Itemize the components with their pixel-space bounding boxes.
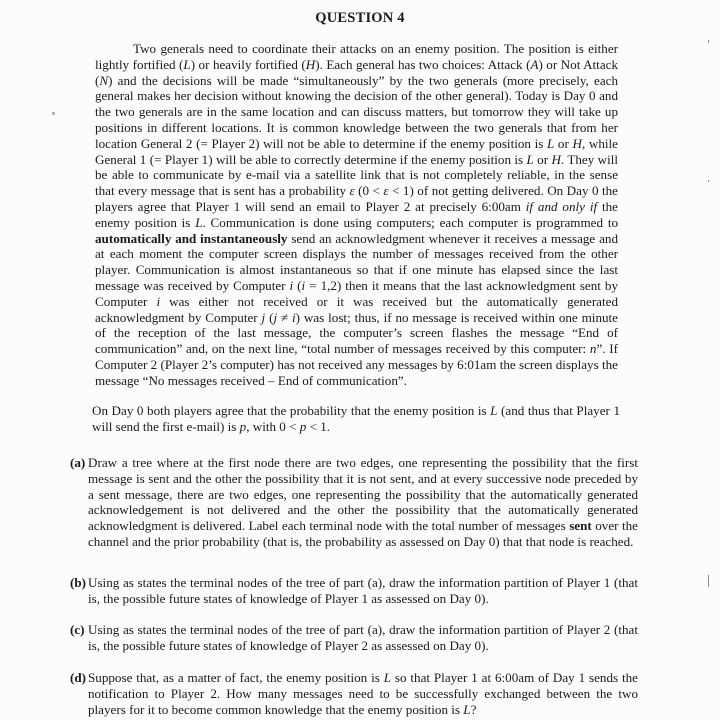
- text-run: ) was lost; thus, if no message is received within one minute of the reception of the last message, the computer’s screen flashes the message “End of communication” and, on the next line, “total number of messages received by this computer:: [95, 309, 618, 357]
- text-run: ?: [470, 701, 477, 717]
- italic-run: H: [551, 151, 561, 167]
- text-run: or: [554, 135, 573, 151]
- part-d: [70, 670, 638, 717]
- italic-run: L: [490, 403, 498, 418]
- italic-run: p: [299, 418, 307, 434]
- text-run: Suppose that, as a matter of fact, the enemy position is: [88, 670, 384, 685]
- text-run: ) and the decisions will be made “simultaneously” by the two generals (more precisely, each general makes her decision without knowing the decision of the other general). Today is Day 0 and the two generals are in the same location and can discuss matters, but tomorrow they will take up positions in different locations. It is common knowledge between the two generals that from her location General 2 (= Player 2) will not be able to determine if the enemy position is: [95, 72, 618, 151]
- scan-margin-mark: [708, 40, 709, 43]
- bold-run: automatically and instantaneously: [95, 230, 288, 246]
- part-c-label: (c): [70, 622, 85, 637]
- text-run: ≠: [277, 309, 293, 325]
- text-run: ) or heavily fortified (: [190, 56, 306, 72]
- text-run: the enemy position is: [95, 198, 618, 230]
- part-d-label: (d): [70, 670, 87, 685]
- text-run: Draw a tree where at the first node there are two edges, one representing the possibility that the first message is sent and the other the possibility that it is not sent, and at every successive node preceded by a sent message, there are two edges, one representing the possibility that the automatically generated acknowledgement is not delivered and the other the possibility that the automatically generated acknowledgment is delivered. Label each terminal node with the total number of messages: [88, 455, 638, 534]
- scan-margin-mark: [708, 180, 709, 182]
- italic-run: L: [383, 670, 391, 685]
- italic-run: A: [530, 56, 539, 72]
- text-run: ) or Not Attack (: [95, 56, 618, 88]
- italic-run: n: [589, 341, 597, 357]
- part-b: [70, 575, 638, 607]
- text-run: On Day 0 both players agree that the probability that the enemy position is: [92, 403, 491, 418]
- text-run: Using as states the terminal nodes of the tree of part (a), draw the information partition of Player 1 (that is, the possible future states of knowledge of Player 1 as assessed on Day 0).: [88, 575, 638, 606]
- text-run: (and thus that Player 1 will send the first e-mail) is: [92, 403, 620, 434]
- text-run: ”. If Computer 2 (Player 2’s computer) has not received any messages by 6:01am the screen displays the message “No messages received – End of communication”.: [95, 341, 618, 388]
- italic-run: ε: [349, 183, 355, 199]
- text-run: = 1,2) then it means that the last acknowledgment sent by Computer: [95, 277, 619, 309]
- italic-run: i: [156, 293, 161, 309]
- scan-speck: [52, 112, 55, 115]
- text-run: ). Each general has two choices: Attack (: [315, 56, 531, 72]
- intro-paragraph: [95, 41, 618, 389]
- italic-run: N: [99, 72, 109, 88]
- italic-run: i: [292, 309, 296, 325]
- italic-run: j: [273, 309, 278, 325]
- text-run: < 1) of not getting delivered. On Day 0 the players agree that Player 1 will send an email to Player 2 at precisely 6:00am: [95, 183, 618, 214]
- text-run: (0 <: [354, 183, 384, 199]
- text-run: (: [293, 277, 302, 293]
- part-d-text: [88, 670, 638, 717]
- part-b-text: [88, 575, 638, 606]
- text-run: < 1.: [306, 418, 331, 434]
- part-a: [70, 455, 638, 550]
- italic-run: i: [289, 277, 294, 293]
- text-run: Two generals need to coordinate their attacks on an enemy position. The position is either lightly fortified (: [95, 41, 618, 72]
- italic-run: L: [526, 151, 534, 167]
- text-run: send an acknowledgment whenever it receives a message and at each moment the computer screen displays the number of messages received from the other player. Communication is almost instantaneous so that if one minute has elapsed since the last message was received by Computer: [95, 230, 618, 293]
- part-b-label: (b): [70, 575, 87, 590]
- bold-run: sent: [569, 518, 592, 534]
- italic-run: L: [195, 214, 203, 230]
- scan-margin-mark: [708, 575, 709, 587]
- text-run: was either not received or it was received but the automatically generated acknowledgment by Computer: [95, 293, 618, 325]
- italic-run: j: [261, 309, 266, 325]
- part-a-text: [88, 455, 638, 549]
- part-a-label: (a): [70, 455, 86, 470]
- part-c-text: [88, 622, 638, 653]
- italic-run: ε: [383, 183, 389, 199]
- italic-run: L: [183, 56, 191, 72]
- text-run: over the channel and the prior probability (that is, the probability as assessed on Day 0) that that node is reached.: [88, 518, 638, 549]
- probability-paragraph: [92, 403, 620, 435]
- text-run: . They will be able to communicate by e-mail via a satellite link that is not completely reliable, in the sense that every message that is sent has a probability: [95, 151, 618, 199]
- italic-run: L: [546, 135, 555, 151]
- text-run: Using as states the terminal nodes of the tree of part (a), draw the information partition of Player 2 (that is, the possible future states of knowledge of Player 2 as assessed on Day 0).: [88, 622, 638, 653]
- text-run: , with 0 <: [246, 418, 300, 434]
- part-c: [70, 622, 638, 654]
- question-heading: QUESTION 4: [315, 10, 405, 26]
- text-run: , while General 1 (= Player 1) will be able to correctly determine if the enemy position is: [95, 135, 618, 167]
- italic-run: L: [463, 701, 471, 717]
- italic-run: i: [301, 277, 306, 293]
- text-run: or: [533, 151, 552, 167]
- italic-run: if and only if: [525, 198, 598, 214]
- text-run: . Communication is done using computers; each computer is programmed to: [202, 214, 619, 230]
- italic-run: H: [305, 56, 316, 72]
- italic-run: p: [239, 418, 247, 434]
- text-run: (: [265, 309, 274, 325]
- italic-run: H: [572, 135, 582, 151]
- text-run: so that Player 1 at 6:00am of Day 1 sends the notification to Player 2. How many messages need to be successfully exchanged between the two players for it to become common knowledge that the enemy position is: [88, 670, 638, 717]
